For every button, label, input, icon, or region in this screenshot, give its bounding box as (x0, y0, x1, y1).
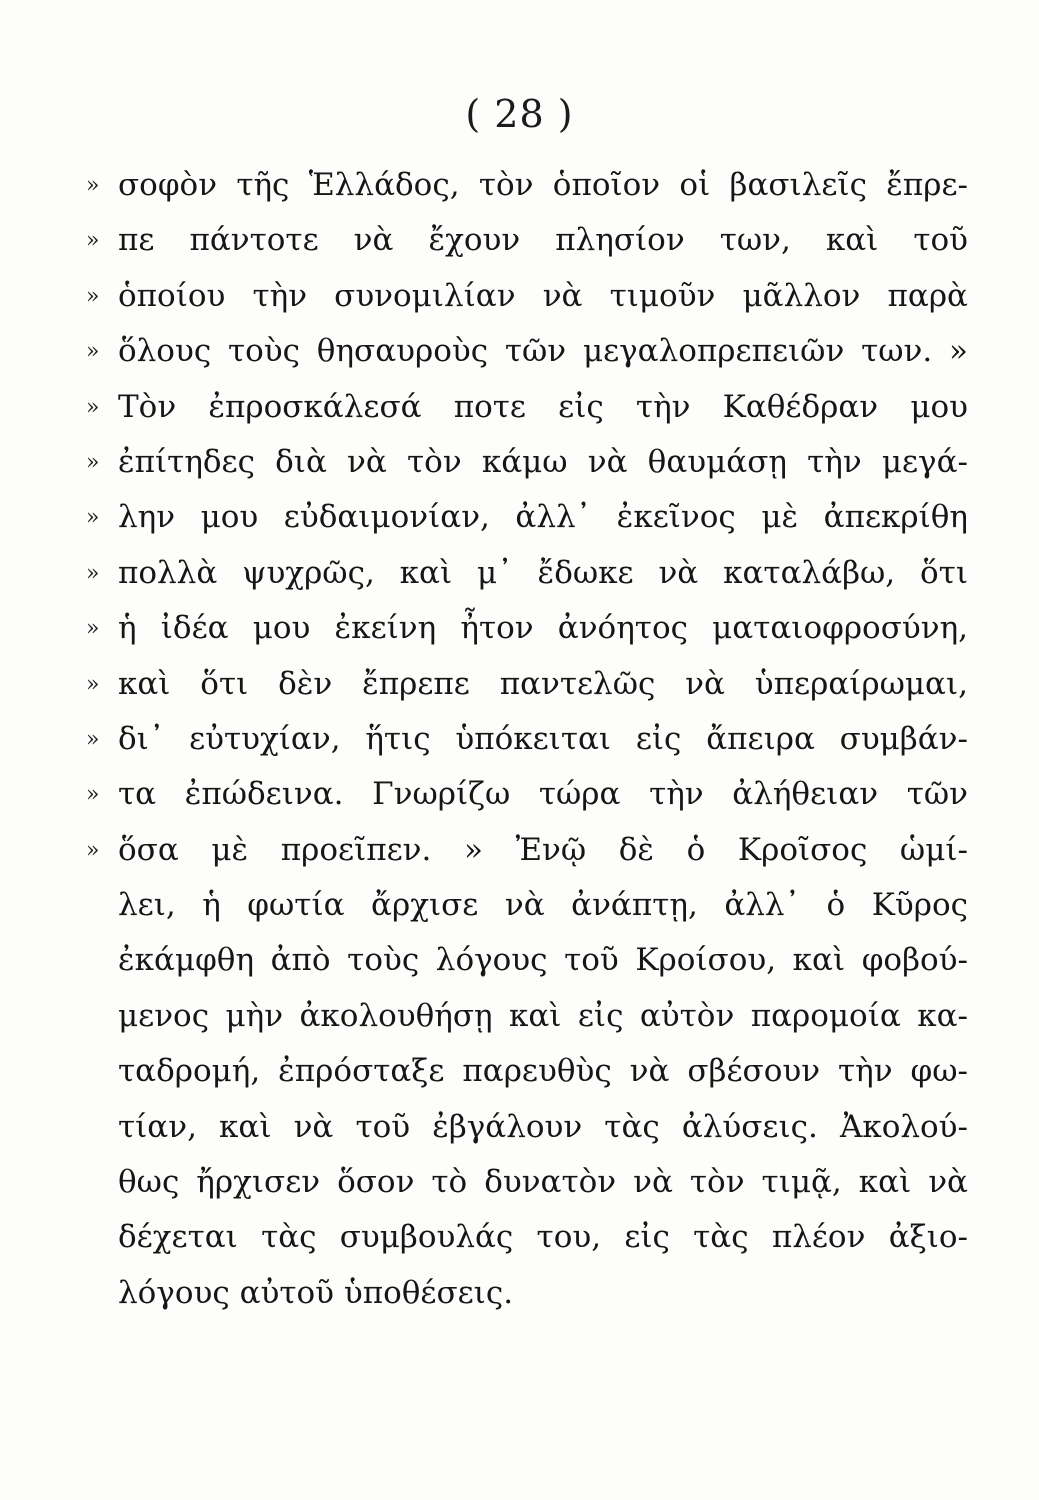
text-line (86, 712, 968, 767)
text-line (118, 1210, 968, 1265)
line-text: πε πάντοτε νὰ ἔχουν πλησίον των, καὶ τοῦ (118, 222, 968, 259)
body-text (86, 158, 968, 1321)
text-line (86, 269, 968, 324)
line-text: λει, ἡ φωτία ἄρχισε νὰ ἀνάπτῃ, ἀλλ᾿ ὁ Κῦρος (118, 887, 968, 924)
line-text: τίαν, καὶ νὰ τοῦ ἐβγάλουν τὰς ἀλύσεις. Ἀκολού- (118, 1108, 968, 1145)
line-text: ἡ ἰδέα μου ἐκείνη ἦτον ἀνόητος ματαιοφροσύνη, (118, 610, 968, 647)
quote-mark: » (86, 339, 100, 365)
text-line (86, 324, 968, 379)
line-text: ἐκάμφθη ἀπὸ τοὺς λόγους τοῦ Κροίσου, καὶ φοβού- (118, 942, 968, 979)
quote-mark: » (86, 671, 100, 697)
line-text: ταδρομή, ἐπρόσταξε παρευθὺς νὰ σβέσουν τὴν φω- (118, 1053, 968, 1090)
text-line (86, 490, 968, 545)
line-text: θως ἤρχισεν ὅσον τὸ δυνατὸν νὰ τὸν τιμᾷ, καὶ νὰ (118, 1164, 968, 1201)
line-text: ἐπίτηδες διὰ νὰ τὸν κάμω νὰ θαυμάσῃ τὴν μεγά- (118, 443, 968, 480)
line-text: ὅλους τοὺς θησαυροὺς τῶν μεγαλοπρεπειῶν των. » (118, 333, 968, 370)
text-line (118, 933, 968, 988)
text-line (118, 1155, 968, 1210)
line-text: σοφὸν τῆς Ἑλλάδος, τὸν ὁποῖον οἱ βασιλεῖς ἔπρε- (118, 167, 968, 203)
quote-mark: » (86, 560, 100, 586)
text-line (118, 878, 968, 933)
quote-mark: » (86, 837, 100, 863)
quote-mark: » (86, 505, 100, 531)
quote-mark: » (86, 394, 100, 420)
line-text: ὁποίου τὴν συνομιλίαν νὰ τιμοῦν μᾶλλον παρὰ (118, 277, 968, 314)
text-line (86, 435, 968, 490)
text-line (86, 823, 968, 878)
line-text: τα ἐπώδεινα. Γνωρίζω τώρα τὴν ἀλήθειαν τῶν (118, 776, 968, 813)
quote-mark: » (86, 782, 100, 808)
text-line (86, 767, 968, 822)
quote-mark: » (86, 726, 100, 752)
line-text: μενος μὴν ἀκολουθήσῃ καὶ εἰς αὐτὸν παρομοία κα- (118, 997, 968, 1034)
line-text: πολλὰ ψυχρῶς, καὶ μ᾿ ἔδωκε νὰ καταλάβω, ὅτι (118, 554, 968, 591)
page-number: ( 28 ) (465, 92, 574, 136)
text-line (86, 657, 968, 712)
line-text: δι᾿ εὐτυχίαν, ἥτις ὑπόκειται εἰς ἄπειρα συμβάν- (118, 720, 968, 757)
line-text: λόγους αὐτοῦ ὑποθέσεις. (118, 1274, 514, 1311)
line-text: λην μου εὐδαιμονίαν, ἀλλ᾿ ἐκεῖνος μὲ ἀπεκρίθη (118, 499, 968, 536)
quote-mark: » (86, 283, 100, 309)
text-line (118, 1100, 968, 1155)
line-text: καὶ ὅτι δὲν ἔπρεπε παντελῶς νὰ ὑπεραίρωμαι, (118, 665, 968, 702)
text-line (86, 380, 968, 435)
quote-mark: » (86, 449, 100, 475)
text-line (118, 989, 968, 1044)
text-line (118, 1266, 968, 1321)
text-line (86, 546, 968, 601)
quote-mark: » (86, 228, 100, 254)
text-line (118, 1044, 968, 1099)
text-line (86, 601, 968, 656)
quote-mark: » (86, 173, 100, 198)
line-text: ὅσα μὲ προεῖπεν. » Ἐνῷ δὲ ὁ Κροῖσος ὡμί- (118, 831, 968, 868)
text-line (86, 213, 968, 268)
quote-mark: » (86, 616, 100, 642)
text-line (86, 158, 968, 213)
line-text: Τὸν ἐπροσκάλεσά ποτε εἰς τὴν Καθέδραν μου (118, 388, 968, 425)
line-text: δέχεται τὰς συμβουλάς του, εἰς τὰς πλέον ἀξιο- (118, 1219, 968, 1256)
